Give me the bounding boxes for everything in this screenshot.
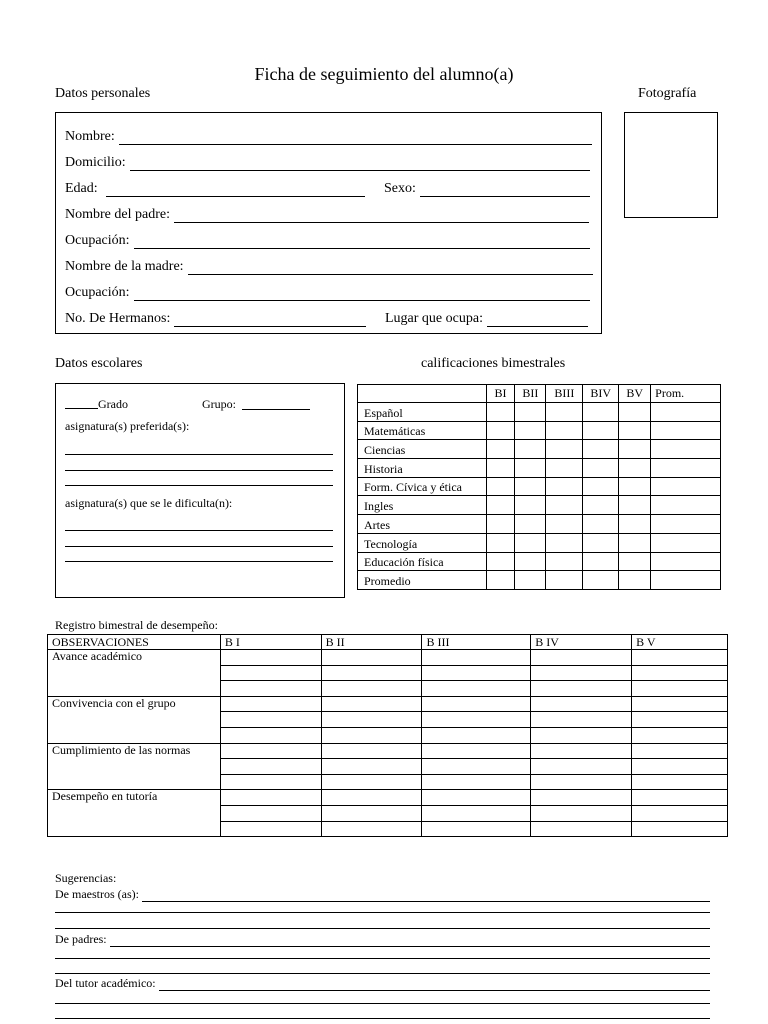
grade-cell[interactable]: [546, 496, 583, 515]
perf-cell[interactable]: [422, 821, 531, 837]
perf-cell[interactable]: [220, 696, 321, 712]
grade-cell[interactable]: [486, 552, 515, 571]
grade-cell[interactable]: [619, 496, 651, 515]
grade-cell[interactable]: [651, 552, 721, 571]
grade-cell[interactable]: [546, 440, 583, 459]
nombre-label: Nombre:: [65, 129, 115, 144]
perf-cell[interactable]: [531, 712, 632, 728]
grades-row: [358, 533, 721, 552]
suggestions-heading: Sugerencias:: [55, 871, 117, 885]
perf-cell[interactable]: [422, 665, 531, 681]
perf-cell[interactable]: [632, 650, 728, 666]
perf-cell[interactable]: [632, 790, 728, 806]
grade-cell[interactable]: [619, 477, 651, 496]
grade-cell[interactable]: [651, 477, 721, 496]
grade-cell[interactable]: [515, 459, 546, 478]
grade-cell[interactable]: [619, 421, 651, 440]
maestros-label: De maestros (as):: [55, 887, 139, 901]
grades-row: [358, 515, 721, 534]
grade-cell[interactable]: [486, 571, 515, 590]
grade-cell[interactable]: [515, 477, 546, 496]
perf-cell[interactable]: [531, 774, 632, 790]
grade-cell[interactable]: [619, 571, 651, 590]
grupo-label: Grupo:: [202, 397, 236, 411]
grade-cell[interactable]: [583, 571, 619, 590]
grade-cell[interactable]: [651, 515, 721, 534]
grade-cell[interactable]: [546, 477, 583, 496]
perf-cell[interactable]: [422, 759, 531, 775]
grade-cell[interactable]: [651, 496, 721, 515]
madre-label: Nombre de la madre:: [65, 259, 184, 274]
perf-cell[interactable]: [220, 759, 321, 775]
grade-cell[interactable]: [546, 459, 583, 478]
subject-label: Form. Cívica y ética: [358, 477, 487, 496]
perf-cell[interactable]: [632, 681, 728, 697]
ocupacion-madre-label: Ocupación:: [65, 285, 130, 300]
perf-cell[interactable]: [321, 712, 422, 728]
perf-cell[interactable]: [321, 727, 422, 743]
perf-cell[interactable]: [220, 743, 321, 759]
grupo-field[interactable]: [242, 409, 310, 410]
grades-heading: calificaciones bimestrales: [421, 356, 566, 371]
grade-cell[interactable]: [546, 421, 583, 440]
grade-cell[interactable]: [546, 515, 583, 534]
perf-cell[interactable]: [321, 743, 422, 759]
grade-cell[interactable]: [515, 421, 546, 440]
grade-cell[interactable]: [651, 459, 721, 478]
padre-label: Nombre del padre:: [65, 207, 170, 222]
grades-col-header: BIV: [583, 385, 619, 403]
perf-cell[interactable]: [321, 774, 422, 790]
grades-row: [358, 403, 721, 422]
dificulta-line-2[interactable]: [65, 546, 333, 547]
grades-col-header: BI: [486, 385, 515, 403]
perf-cell[interactable]: [531, 650, 632, 666]
perf-cell[interactable]: [422, 743, 531, 759]
perf-cell[interactable]: [422, 696, 531, 712]
hermanos-field[interactable]: [174, 313, 366, 327]
grades-row: [358, 421, 721, 440]
grade-cell[interactable]: [515, 552, 546, 571]
maestros-field[interactable]: [142, 890, 710, 902]
preferidas-line-2[interactable]: [65, 470, 333, 471]
perf-col-header: B I: [220, 635, 321, 650]
preferidas-line-1[interactable]: [65, 454, 333, 455]
domicilio-label: Domicilio:: [65, 155, 126, 170]
perf-cell[interactable]: [220, 727, 321, 743]
padre-field[interactable]: [174, 209, 589, 223]
perf-cell[interactable]: [321, 821, 422, 837]
grade-cell[interactable]: [546, 533, 583, 552]
grade-cell[interactable]: [651, 440, 721, 459]
grade-cell[interactable]: [515, 571, 546, 590]
perf-row: [48, 743, 728, 759]
grade-cell[interactable]: [619, 515, 651, 534]
grade-cell[interactable]: [583, 552, 619, 571]
nombre-field[interactable]: [119, 131, 592, 145]
photo-box: [624, 112, 718, 218]
ocupacion-padre-field[interactable]: [134, 235, 590, 249]
subject-label: Español: [358, 403, 487, 422]
edad-label: Edad:: [65, 181, 98, 196]
grade-cell[interactable]: [583, 496, 619, 515]
madre-field[interactable]: [188, 261, 593, 275]
tutor-line-3[interactable]: [55, 1018, 710, 1019]
subject-label: Ingles: [358, 496, 487, 515]
grade-cell[interactable]: [583, 477, 619, 496]
ocupacion-padre-label: Ocupación:: [65, 233, 130, 248]
grade-cell[interactable]: [515, 533, 546, 552]
grade-cell[interactable]: [583, 533, 619, 552]
perf-cell[interactable]: [531, 759, 632, 775]
padres-field[interactable]: [110, 935, 710, 947]
grade-cell[interactable]: [486, 459, 515, 478]
perf-cell[interactable]: [422, 774, 531, 790]
school-box: [55, 383, 345, 598]
grade-cell[interactable]: [619, 459, 651, 478]
domicilio-field[interactable]: [130, 157, 590, 171]
subject-label: Historia: [358, 459, 487, 478]
edad-field[interactable]: [106, 183, 365, 197]
perf-col-header: B V: [632, 635, 728, 650]
dificulta-line-1[interactable]: [65, 530, 333, 531]
perf-cell[interactable]: [321, 759, 422, 775]
grade-cell[interactable]: [619, 403, 651, 422]
tutor-label: Del tutor académico:: [55, 976, 156, 990]
observation-label: Convivencia con el grupo: [48, 696, 221, 743]
perf-cell[interactable]: [422, 790, 531, 806]
padres-label: De padres:: [55, 932, 107, 946]
grado-label: Grado: [98, 397, 128, 411]
observation-label: Desempeño en tutoría: [48, 790, 221, 837]
perf-row: [48, 650, 728, 666]
grades-row: [358, 552, 721, 571]
perf-cell[interactable]: [220, 681, 321, 697]
grade-cell[interactable]: [619, 440, 651, 459]
perf-col-header: B II: [321, 635, 422, 650]
grade-cell[interactable]: [486, 496, 515, 515]
perf-cell[interactable]: [632, 665, 728, 681]
maestros-line-2[interactable]: [55, 912, 710, 913]
grade-cell[interactable]: [619, 552, 651, 571]
lugar-field[interactable]: [487, 313, 588, 327]
perf-cell[interactable]: [220, 712, 321, 728]
perf-cell[interactable]: [632, 727, 728, 743]
grades-row: [358, 496, 721, 515]
subject-label: Tecnología: [358, 533, 487, 552]
hermanos-label: No. De Hermanos:: [65, 311, 171, 326]
grades-row: [358, 571, 721, 590]
perf-cell[interactable]: [422, 650, 531, 666]
personal-box: [55, 112, 602, 334]
perf-cell[interactable]: [531, 727, 632, 743]
grade-cell[interactable]: [651, 571, 721, 590]
performance-heading: Registro bimestral de desempeño:: [55, 618, 218, 632]
perf-cell[interactable]: [422, 681, 531, 697]
perf-cell[interactable]: [220, 821, 321, 837]
grade-cell[interactable]: [583, 440, 619, 459]
subject-label: Ciencias: [358, 440, 487, 459]
preferidas-label: asignatura(s) preferida(s):: [65, 419, 190, 433]
grade-cell[interactable]: [515, 515, 546, 534]
perf-cell[interactable]: [632, 821, 728, 837]
perf-cell[interactable]: [632, 743, 728, 759]
perf-cell[interactable]: [632, 712, 728, 728]
grades-col-header: Prom.: [651, 385, 721, 403]
grades-table: [357, 384, 721, 590]
performance-table: [47, 634, 728, 837]
perf-cell[interactable]: [632, 774, 728, 790]
grade-cell[interactable]: [651, 421, 721, 440]
grade-cell[interactable]: [486, 440, 515, 459]
perf-cell[interactable]: [531, 821, 632, 837]
grades-col-header: BV: [619, 385, 651, 403]
perf-col-header: OBSERVACIONES: [48, 635, 221, 650]
perf-row: [48, 790, 728, 806]
preferidas-line-3[interactable]: [65, 485, 333, 486]
perf-cell[interactable]: [531, 665, 632, 681]
grade-cell[interactable]: [486, 403, 515, 422]
school-heading: Datos escolares: [55, 356, 143, 371]
grades-col-header: BII: [515, 385, 546, 403]
sexo-field[interactable]: [420, 183, 590, 197]
observation-label: Cumplimiento de las normas: [48, 743, 221, 790]
grade-cell[interactable]: [486, 515, 515, 534]
perf-cell[interactable]: [220, 774, 321, 790]
perf-cell[interactable]: [632, 759, 728, 775]
perf-cell[interactable]: [531, 696, 632, 712]
grade-cell[interactable]: [486, 421, 515, 440]
subject-label: Artes: [358, 515, 487, 534]
perf-cell[interactable]: [422, 712, 531, 728]
perf-cell[interactable]: [531, 743, 632, 759]
grades-col-header: BIII: [546, 385, 583, 403]
perf-cell[interactable]: [531, 681, 632, 697]
grade-cell[interactable]: [583, 515, 619, 534]
grades-row: [358, 477, 721, 496]
grades-row: [358, 440, 721, 459]
grade-cell[interactable]: [546, 403, 583, 422]
grade-cell[interactable]: [515, 496, 546, 515]
perf-cell[interactable]: [321, 696, 422, 712]
photo-label: Fotografía: [638, 86, 697, 101]
perf-col-header: B IV: [531, 635, 632, 650]
perf-cell[interactable]: [321, 665, 422, 681]
padres-line-2[interactable]: [55, 958, 710, 959]
perf-cell[interactable]: [632, 805, 728, 821]
perf-cell[interactable]: [422, 727, 531, 743]
dificulta-line-3[interactable]: [65, 561, 333, 562]
ocupacion-madre-field[interactable]: [134, 287, 590, 301]
grade-cell[interactable]: [486, 533, 515, 552]
lugar-label: Lugar que ocupa:: [385, 311, 483, 326]
perf-cell[interactable]: [220, 790, 321, 806]
sexo-label: Sexo:: [384, 181, 416, 196]
grade-cell[interactable]: [546, 552, 583, 571]
tutor-line-2[interactable]: [55, 1003, 710, 1004]
grade-cell[interactable]: [583, 421, 619, 440]
perf-cell[interactable]: [531, 805, 632, 821]
perf-cell[interactable]: [632, 696, 728, 712]
grade-cell[interactable]: [583, 459, 619, 478]
grade-cell[interactable]: [619, 533, 651, 552]
page-title: Ficha de seguimiento del alumno(a): [254, 64, 514, 84]
grade-cell[interactable]: [515, 403, 546, 422]
perf-col-header: B III: [422, 635, 531, 650]
perf-cell[interactable]: [531, 790, 632, 806]
perf-cell[interactable]: [220, 650, 321, 666]
perf-cell[interactable]: [321, 650, 422, 666]
grades-row: [358, 459, 721, 478]
subject-label: Matemáticas: [358, 421, 487, 440]
grade-cell[interactable]: [546, 571, 583, 590]
grado-field[interactable]: [65, 408, 98, 409]
grade-cell[interactable]: [486, 477, 515, 496]
perf-cell[interactable]: [220, 665, 321, 681]
perf-row: [48, 696, 728, 712]
grade-cell[interactable]: [651, 533, 721, 552]
perf-cell[interactable]: [321, 805, 422, 821]
grades-corner: [358, 385, 487, 403]
perf-cell[interactable]: [321, 681, 422, 697]
subject-label: Educación física: [358, 552, 487, 571]
perf-cell[interactable]: [220, 805, 321, 821]
subject-label: Promedio: [358, 571, 487, 590]
personal-heading: Datos personales: [55, 86, 151, 101]
perf-cell[interactable]: [321, 790, 422, 806]
grade-cell[interactable]: [515, 440, 546, 459]
tutor-field[interactable]: [159, 979, 710, 991]
dificulta-label: asignatura(s) que se le dificulta(n):: [65, 496, 233, 510]
grade-cell[interactable]: [651, 403, 721, 422]
observation-label: Avance académico: [48, 650, 221, 697]
grade-cell[interactable]: [583, 403, 619, 422]
perf-cell[interactable]: [422, 805, 531, 821]
